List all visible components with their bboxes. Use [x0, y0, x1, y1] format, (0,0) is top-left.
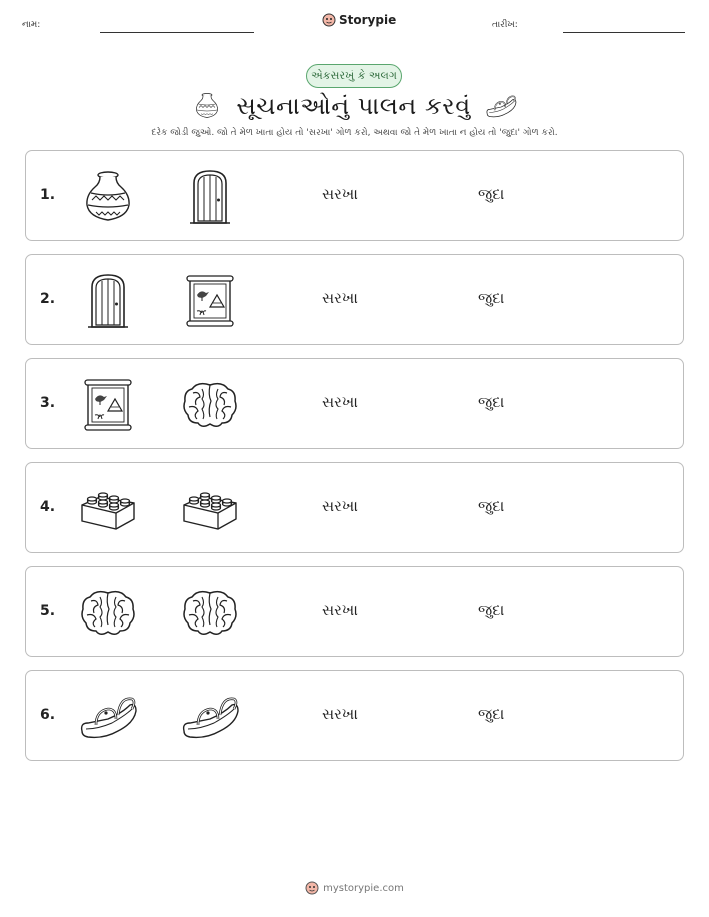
- question-number: 5.: [40, 603, 56, 619]
- same-option[interactable]: સરખા: [322, 497, 358, 515]
- same-option[interactable]: સરખા: [322, 289, 358, 307]
- storypie-logo: [322, 13, 396, 27]
- question-card: [25, 462, 684, 553]
- storypie-mascot-icon: [305, 881, 319, 895]
- footer: [0, 881, 709, 895]
- scroll-icon: [180, 273, 240, 329]
- brain-icon: [78, 585, 138, 641]
- question-card: [25, 358, 684, 449]
- pot-icon: [192, 91, 222, 121]
- question-number: 6.: [40, 707, 56, 723]
- brick-icon: [180, 481, 240, 537]
- brain-icon: [180, 585, 240, 641]
- question-number: 3.: [40, 395, 56, 411]
- same-option[interactable]: સરખા: [322, 705, 358, 723]
- different-option[interactable]: જુદા: [478, 497, 505, 515]
- different-option[interactable]: જુદા: [478, 393, 505, 411]
- door-icon: [78, 273, 138, 329]
- footer-url[interactable]: mystorypie.com: [323, 882, 404, 894]
- same-option[interactable]: સરખા: [322, 185, 358, 203]
- name-field-line[interactable]: [100, 32, 254, 33]
- brand-name: Storypie: [339, 13, 397, 27]
- question-number: 1.: [40, 187, 56, 203]
- instructions-text: દરેક જોડી જુઓ. જો તે મેળ ખાતા હોય તો 'સરખા' ગોળ કરો, અથવા જો તે મેળ ખાતા ન હોય તો 'જુદા' ગોળ કરો.: [151, 128, 558, 138]
- title-row: [0, 86, 709, 126]
- page-title: સૂચનાઓનું પાલન કરવું: [236, 92, 471, 120]
- question-card: [25, 670, 684, 761]
- sandal-icon: [180, 689, 240, 745]
- different-option[interactable]: જુદા: [478, 289, 505, 307]
- pot-icon: [78, 169, 138, 225]
- door-icon: [180, 169, 240, 225]
- different-option[interactable]: જુદા: [478, 601, 505, 619]
- question-card: [25, 150, 684, 241]
- different-option[interactable]: જુદા: [478, 185, 505, 203]
- storypie-mascot-icon: [322, 13, 336, 27]
- sandal-icon: [485, 91, 517, 121]
- question-card: [25, 254, 684, 345]
- worksheet-header: [0, 0, 709, 40]
- different-option[interactable]: જુદા: [478, 705, 505, 723]
- date-field-line[interactable]: [563, 32, 685, 33]
- date-label: તારીખ:: [492, 20, 518, 30]
- brain-icon: [180, 377, 240, 433]
- sandal-icon: [78, 689, 138, 745]
- brick-icon: [78, 481, 138, 537]
- scroll-icon: [78, 377, 138, 433]
- question-number: 2.: [40, 291, 56, 307]
- name-label: નામ:: [22, 20, 41, 30]
- activity-type-badge: એકસરખું કે અલગ: [306, 64, 402, 88]
- question-number: 4.: [40, 499, 56, 515]
- same-option[interactable]: સરખા: [322, 601, 358, 619]
- question-card: [25, 566, 684, 657]
- same-option[interactable]: સરખા: [322, 393, 358, 411]
